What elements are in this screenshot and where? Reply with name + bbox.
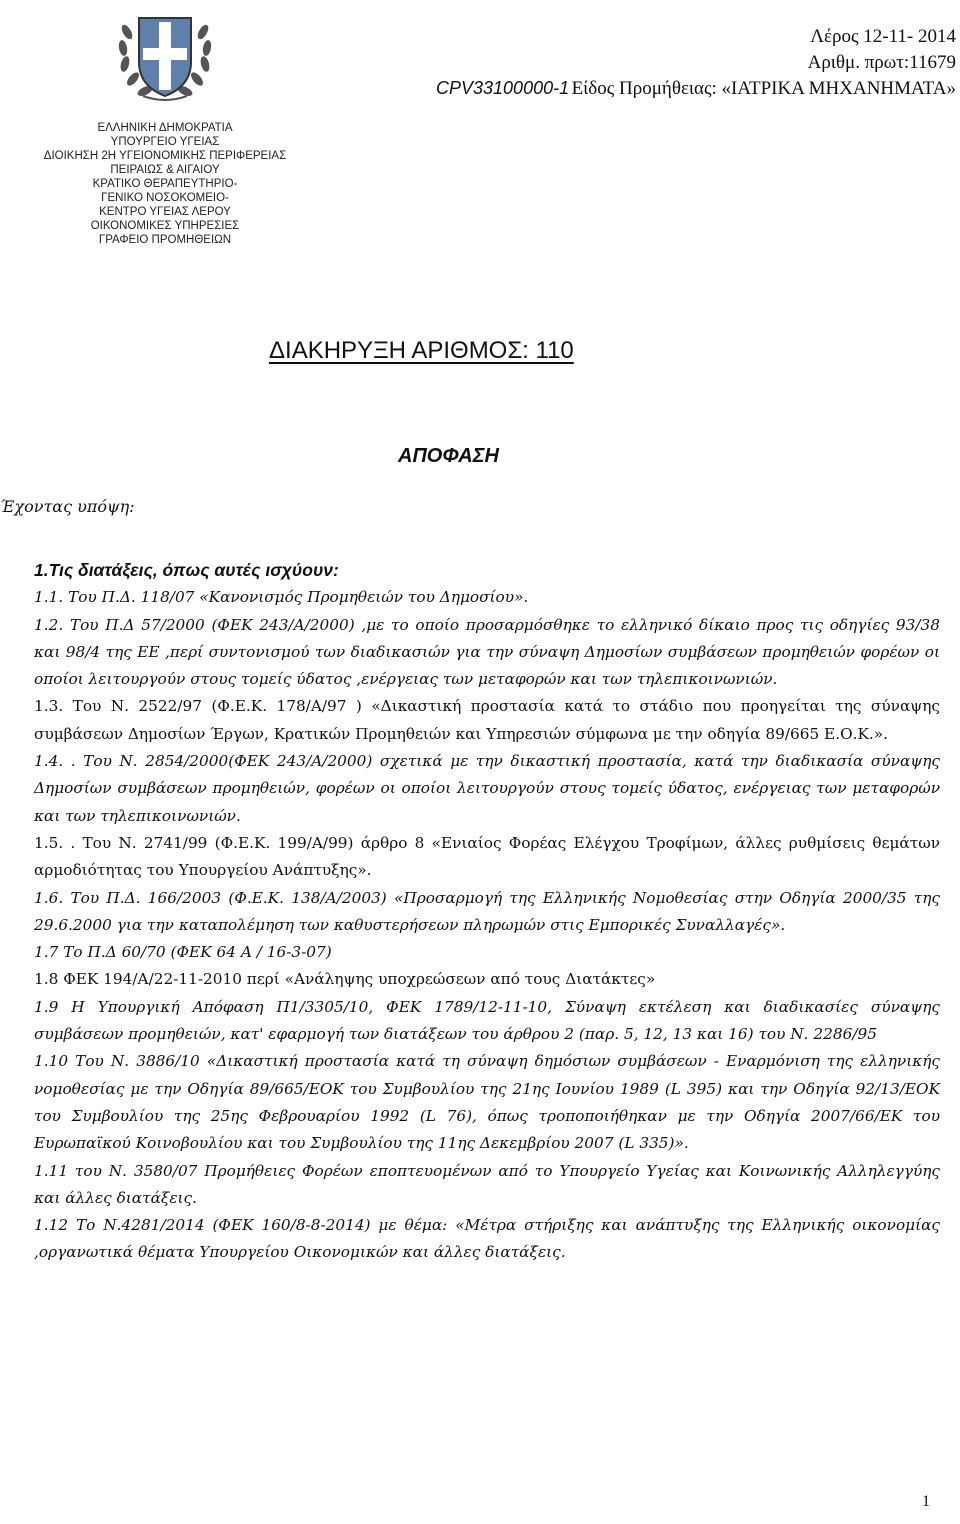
section-heading: 1.Τις διατάξεις, όπως αυτές ισχύουν: bbox=[34, 560, 339, 580]
authority-line: ΟΙΚΟΝΟΜΙΚΕΣ ΥΠΗΡΕΣΙΕΣ bbox=[90, 220, 240, 232]
legal-item: 1.2. Του Π.Δ 57/2000 (ΦΕΚ 243/Α/2000) ,με το οποίο προσαρμόσθηκε το ελληνικό δίκαιο προς τις οδηγίες 93/38 και 98/4 της ΕΕ ,περί συντονισμού των διαδικασιών για την σύναψη Δημοσίων συμβάσεων προμηθειών φορέων οι οποίοι λειτουργούν στους τομείς ύδατος ,ενέργειας των μεταφορών και των τηλεπικοινωνιών. bbox=[34, 615, 940, 689]
legal-item: 1.11 του Ν. 3580/07 Προμήθειες Φορέων εποπτευομένων από το Υπουργείο Υγείας και Κοινωνικής Αλληλεγγύης και άλλες διατάξεις. bbox=[34, 1161, 940, 1207]
authority-line: ΓΡΑΦΕΙΟ ΠΡΟΜΗΘΕΙΩΝ bbox=[98, 234, 232, 246]
legal-item: 1.3. Του Ν. 2522/97 (Φ.Ε.Κ. 178/Α/97 ) «Δικαστική προστασία κατά το στάδιο που προηγείται της σύναψης συμβάσεων Δημοσίων Έργων, Κρατικών Προμηθειών και Υπηρεσιών σύμφωνα με την οδηγία 89/665 Ε.Ο.Κ.». bbox=[34, 697, 940, 743]
legal-item: 1.4. . Του Ν. 2854/2000(ΦΕΚ 243/Α/2000) σχετικά με την δικαστική προστασία, κατά την διαδικασία σύναψης Δημοσίων συμβάσεων προμηθειών, φορέων οι οποίοι λειτουργούν στους τομείς ύδατος, ενέργειας των μεταφορών και των τηλεπικοινωνιών. bbox=[34, 752, 940, 825]
cpv-code: CPV33100000-1 bbox=[436, 78, 570, 98]
authority-line: ΠΕΙΡΑΙΩΣ & ΑΙΓΑΙΟΥ bbox=[110, 164, 220, 176]
considering-label: Έχοντας υπόψη: bbox=[0, 497, 135, 516]
legal-item: 1.1. Του Π.Δ. 118/07 «Κανονισμός Προμηθειών του Δημοσίου». bbox=[34, 588, 529, 607]
authority-line: ΚΕΝΤΡΟ ΥΓΕΙΑΣ ΛΕΡΟΥ bbox=[99, 206, 231, 218]
authority-line: ΔΙΟΙΚΗΣΗ 2Η ΥΓΕΙΟΝΟΜΙΚΗΣ ΠΕΡΙΦΕΡΕΙΑΣ bbox=[43, 150, 287, 162]
issuing-authority bbox=[20, 121, 310, 247]
legal-item: 1.7 Το Π.Δ 60/70 (ΦΕΚ 64 Α / 16-3-07) bbox=[34, 943, 332, 962]
authority-line: ΚΡΑΤΙΚΟ ΘΕΡΑΠΕΥΤΗΡΙΟ- bbox=[92, 178, 238, 190]
procurement-type: Είδος Προμήθειας: «ΙΑΤΡΙΚΑ ΜΗΧΑΝΗΜΑΤΑ» bbox=[571, 78, 956, 99]
legal-item: 1.5. . Του Ν. 2741/99 (Φ.Ε.Κ. 199/Α/99) άρθρο 8 «Ενιαίος Φορέας Ελέγχου Τροφίμων, άλλες ρυθμίσεις θεμάτων αρμοδιότητας του Υπουργείου Ανάπτυξης». bbox=[34, 833, 940, 880]
protocol-number: Αριθμ. πρωτ:11679 bbox=[807, 52, 956, 73]
hellenic-republic-crest-icon bbox=[113, 4, 217, 104]
legal-item: 1.12 Το Ν.4281/2014 (ΦΕΚ 160/8-8-2014) με θέμα: «Μέτρα στήριξης και ανάπτυξης της Ελληνικής οικονομίας ,οργανωτικά θέματα Υπουργείου Οικονομικών και άλλες διατάξεις. bbox=[34, 1216, 940, 1262]
legal-item: 1.6. Του Π.Δ. 166/2003 (Φ.Ε.Κ. 138/Α/2003) «Προσαρμογή της Ελληνικής Νομοθεσίας στην Οδηγία 2000/35 της 29.6.2000 για την καταπολέμηση των καθυστερήσεων πληρωμών στις Εμπορικές Συναλλαγές». bbox=[34, 888, 940, 934]
legal-basis-section bbox=[34, 557, 940, 1267]
page-number: 1 bbox=[922, 1493, 930, 1510]
place-date: Λέρος 12-11- 2014 bbox=[810, 26, 956, 47]
legal-item: 1.8 ΦΕΚ 194/Α/22-11-2010 περί «Ανάληψης υποχρεώσεων από τους Διατάκτες» bbox=[34, 970, 656, 989]
declaration-title: ΔΙΑΚΗΡΥΞΗ ΑΡΙΘΜΟΣ: 110 bbox=[269, 337, 574, 364]
legal-item: 1.10 Του Ν. 3886/10 «Δικαστική προστασία κατά τη σύναψη δημόσιων συμβάσεων - Εναρμόνιση της ελληνικής νομοθεσίας με την Οδηγία 89/665/ΕΟΚ του Συμβουλίου της 21ης Ιουνίου 1989 (L 395) και την Οδηγία 92/13/ΕΟΚ του Συμβουλίου της 25ης Φεβρουαρίου 1992 (L 76), όπως τροποποιήθηκαν με την Οδηγία 2007/66/ΕΚ του Ευρωπαϊκού Κοινοβουλίου και του Συμβουλίου της 11ης Δεκεμβρίου 2007 (L 335)». bbox=[34, 1052, 940, 1153]
legal-item: 1.9 Η Υπουργική Απόφαση Π1/3305/10, ΦΕΚ 1789/12-11-10, Σύναψη εκτέλεση και διαδικασίες σύναψης συμβάσεων προμηθειών, κατ' εφαρμογή των διατάξεων του άρθρου 2 (παρ. 5, 12, 13 και 16) του Ν. 2286/95 bbox=[34, 997, 940, 1044]
authority-line: ΥΠΟΥΡΓΕΙΟ ΥΓΕΙΑΣ bbox=[110, 136, 220, 148]
decision-heading: ΑΠΟΦΑΣΗ bbox=[398, 445, 499, 467]
document-reference bbox=[572, 24, 956, 102]
authority-line: ΓΕΝΙΚΟ ΝΟΣΟΚΟΜΕΙΟ- bbox=[101, 192, 229, 204]
authority-line: ΕΛΛΗΝΙΚΗ ΔΗΜΟΚΡΑΤΙΑ bbox=[97, 122, 233, 134]
